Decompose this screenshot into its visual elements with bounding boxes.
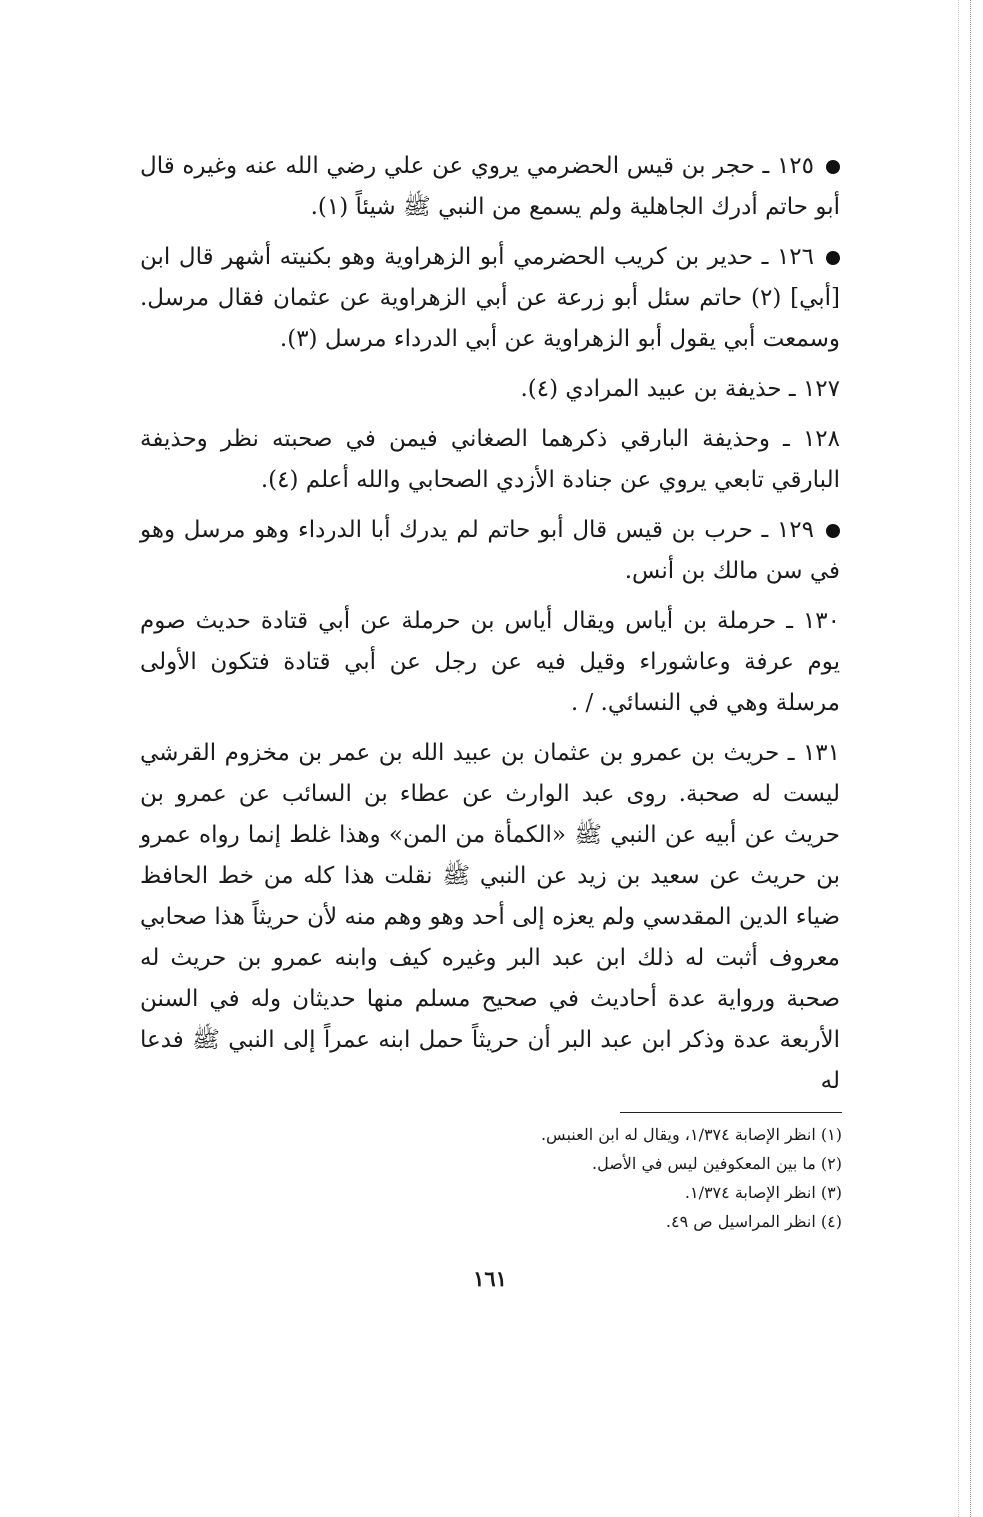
entry-130 <box>140 601 840 724</box>
footnotes <box>470 1120 842 1236</box>
main-text <box>140 146 840 1111</box>
bullet-icon <box>826 251 840 265</box>
footnote-2: (٢) ما بين المعكوفين ليس في الأصل. <box>592 1154 842 1173</box>
entry-125 <box>140 146 840 228</box>
footnote-3: (٣) انظر الإصابة ١/٣٧٤. <box>684 1183 842 1202</box>
page-number: ١٦١ <box>473 1266 507 1291</box>
footnote-4: (٤) انظر المراسيل ص ٤٩. <box>665 1212 842 1231</box>
entry-text: ١٣٠ ـ حرملة بن أياس ويقال أياس بن حرملة عن أبي قتادة حديث صوم يوم عرفة وعاشوراء وقيل فيه عن رجل عن أبي قتادة فتكون الأولى مرسلة وهي في النسائي. / . <box>140 608 840 716</box>
entry-text: ١٢٧ ـ حذيفة بن عبيد المرادي (٤). <box>520 376 840 402</box>
entry-text: ١٣١ ـ حريث بن عمرو بن عثمان بن عبيد الله بن عمر بن مخزوم القرشي ليست له صحبة. روى عبد الوارث عن عطاء بن السائب عن عمرو بن حريث عن أبيه عن النبي ﷺ «الكمأة من المن» وهذا غلط إنما رواه عمرو بن حريث عن سعيد بن زيد عن النبي ﷺ نقلت هذا كله من خط الحافظ ضياء الدين المقدسي ولم يعزه إلى أحد وهو وهم منه لأن حريثاً هذا صحابي معروف أثبت له ذلك ابن عبد البر وغيره كيف وابنه عمرو بن حريث له صحبة ورواية عدة أحاديث في صحيح مسلم منها حديثان وله في السنن الأربعة عدة وذكر ابن عبد البر أن حريثاً حمل ابنه عمراً إلى النبي ﷺ فدعا له <box>140 740 840 1094</box>
bullet-icon <box>826 160 840 174</box>
bullet-icon <box>826 524 840 538</box>
entry-126 <box>140 237 840 360</box>
footnote-1: (١) انظر الإصابة ١/٣٧٤، ويقال له ابن العنبس. <box>540 1125 842 1144</box>
entry-text: ١٢٦ ـ حدير بن كريب الحضرمي أبو الزهراوية وهو بكنيته أشهر قال ابن [أبي] (٢) حاتم سئل أبو زرعة عن أبي الزهراوية عن عثمان فقال مرسل. وسمعت أبي يقول أبو الزهراوية عن أبي الدرداء مرسل (٣). <box>140 244 840 352</box>
entry-text: ١٢٩ ـ حرب بن قيس قال أبو حاتم لم يدرك أبا الدرداء وهو مرسل وهو في سن مالك بن أنس. <box>140 517 840 584</box>
entry-text: ١٢٥ ـ حجر بن قيس الحضرمي يروي عن علي رضي الله عنه وغيره قال أبو حاتم أدرك الجاهلية ولم يسمع من النبي ﷺ شيئاً (١). <box>140 153 840 220</box>
entry-131 <box>140 733 840 1102</box>
entry-129 <box>140 510 840 592</box>
footnote-separator <box>620 1112 842 1113</box>
entry-128 <box>140 419 840 501</box>
scan-edge-dots-inner <box>958 0 959 1517</box>
scan-edge-dots <box>970 0 971 1517</box>
entry-text: ١٢٨ ـ وحذيفة البارقي ذكرهما الصغاني فيمن في صحبته نظر وحذيفة البارقي تابعي يروي عن جنادة الأزدي الصحابي والله أعلم (٤). <box>140 426 840 493</box>
entry-127 <box>140 369 840 410</box>
